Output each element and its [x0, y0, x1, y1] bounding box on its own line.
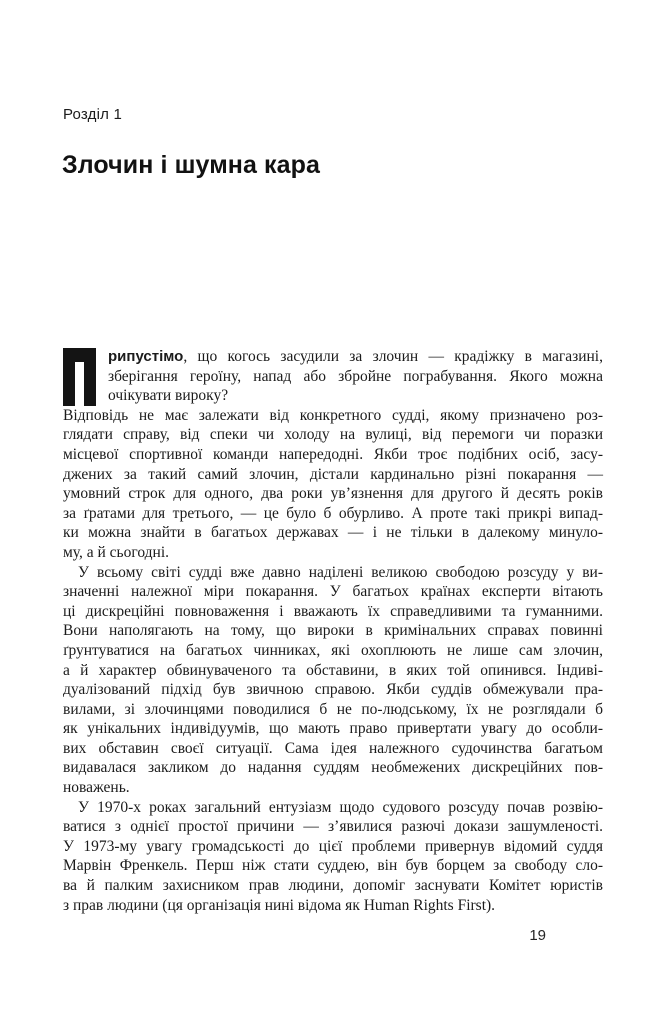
text-line: му, а й сьогодні. — [63, 543, 170, 561]
text-line: глядати справу, від спеки чи холоду на вулиці, від перемоги чи поразки — [63, 426, 603, 444]
text-line: ватися з однієї простої причини — з’явилися разючі докази зашумленості. — [63, 818, 603, 836]
text-line: ва й палким захисником прав людини, допоміг заснувати Комітет юристів — [63, 877, 603, 895]
text-line: видавалася закликом до надання суддям необмежених дискреційних пов- — [63, 759, 603, 777]
text-line: зберігання героїну, напад або збройне пограбування. Якого можна — [108, 367, 603, 385]
paragraph-opening — [63, 347, 603, 406]
text-line: як унікальних індивідуумів, що мають право привертати увагу до особли- — [63, 720, 603, 738]
text-line: У 1970-х роках загальний ентузіазм щодо судового розсуду почав розвію- — [78, 798, 603, 816]
page-number: 19 — [529, 927, 546, 944]
text-line: ці дискреційні повноваження і вважають їх справедливими та гуманними. — [63, 602, 603, 620]
lead-rest: , що когось засудили за злочин — крадіжку в магазині, — [183, 348, 603, 365]
text-line: а й характер обвинуваченого та обставини, в яких той опинився. Індиві- — [63, 661, 603, 679]
paragraph-continuation — [63, 406, 603, 563]
text-line: очікувати вироку? — [108, 387, 229, 405]
text-line — [108, 347, 603, 367]
text-line: У всьому світі судді вже давно наділені великою свободою розсуду у ви- — [78, 563, 603, 581]
text-line: Відповідь не має залежати від конкретного судді, якому призначено роз- — [63, 406, 603, 424]
text-line: джених за такий самий злочин, дістали кардинально різні покарання — — [63, 465, 603, 483]
text-line: Марвін Френкель. Перш ніж стати суддею, він був борцем за свободу сло- — [63, 857, 603, 875]
text-line: місцевої спортивної команди напередодні. Якби троє подібних осіб, засу- — [63, 445, 603, 463]
chapter-title: Злочин і шумна кара — [62, 151, 321, 179]
text-line: дуалізований підхід був звичною справою. Якби суддів обмежували пра- — [63, 681, 603, 699]
text-line: з прав людини (ця організація нині відома як Human Rights First). — [63, 896, 496, 914]
text-line: значенні належної міри покарання. У багатьох країнах експерти вітають — [63, 583, 603, 601]
text-line: умовний строк для одного, два роки ув’язнення для другого й десять років — [63, 485, 603, 503]
paragraph-frankel — [63, 798, 603, 916]
paragraph-judicial-discretion — [63, 563, 603, 798]
text-line: за ґратами для третього, — це було б обурливо. А проте такі прикрі випад- — [63, 504, 603, 522]
text-line: У 1973-му увагу громадськості до цієї проблеми привернув відомий суддя — [63, 837, 603, 855]
dropcap-letter — [63, 348, 96, 406]
text-line: ґрунтуватися на багатьох чинниках, які охоплюють не лише сам злочин, — [63, 641, 603, 659]
body-text — [63, 347, 603, 915]
chapter-label: Розділ 1 — [63, 106, 123, 123]
text-line: вих обставин своєї ситуації. Сама ідея належного судочинства багатьом — [63, 739, 603, 757]
lead-word: рипустімо — [108, 348, 184, 365]
text-line: вилами, зі злочинцями поводилися б не по-людському, їх не розглядали б — [63, 700, 603, 718]
text-line: новажень. — [63, 779, 130, 797]
text-line: Вони наполягають на тому, що вироки в кримінальних справах повинні — [63, 622, 603, 640]
text-line: ки можна знайти в багатьох державах — і не тільки в далекому минуло- — [63, 524, 603, 542]
